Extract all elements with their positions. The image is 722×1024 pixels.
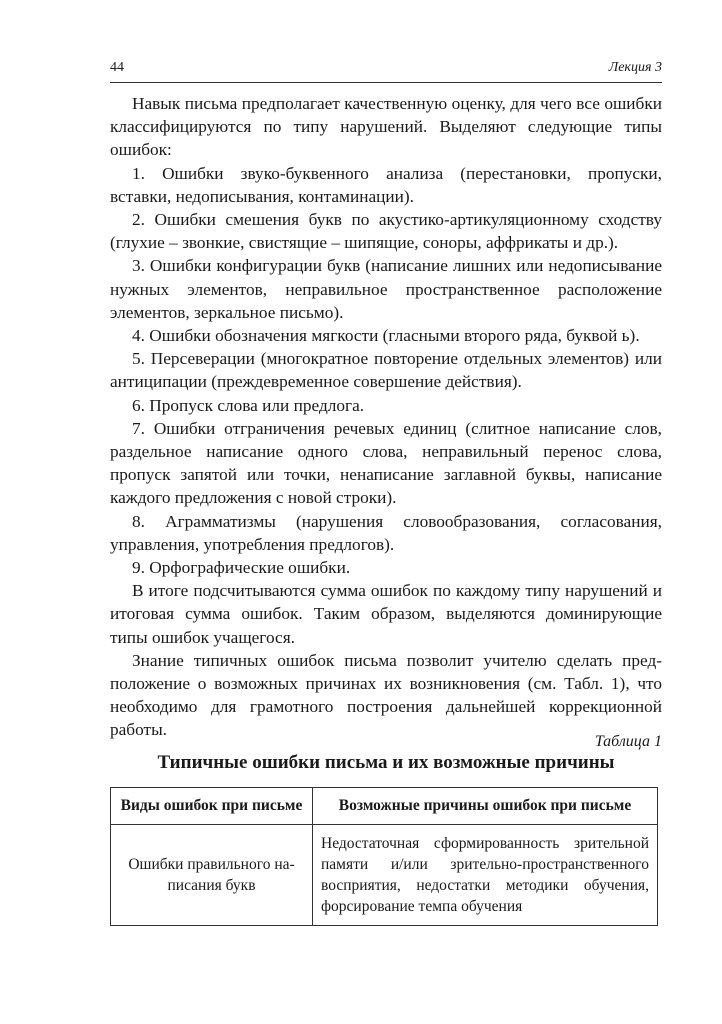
list-item: 3. Ошибки конфигурации букв (написание лишних или недописывание нужных элементов, неправильное пространственное расположение элементов, зеркальное письмо). [110, 256, 662, 322]
table-row [111, 825, 658, 926]
paragraph: Знание типичных ошибок письма позволит учителю сделать предположение о возможных причинах их возникновения (см. Табл. 1), что необходимо для грамотного построения дальнейшей коррекционной работы. [110, 650, 662, 740]
list-item: 9. Орфографические ошибки. [132, 558, 351, 578]
table-caption: Таблица 1 [594, 733, 662, 750]
table-cell-causes: Недостаточная сформированность зрительной памяти и/или зрительно-пространственного восприятия, недостатки методики обучения, форсирование темпа обучения [313, 825, 658, 926]
page-number: 44 [110, 60, 124, 75]
column-header-causes: Возможные причины ошибок при письме [313, 788, 658, 825]
column-header-error-types: Виды ошибок при письме [111, 788, 313, 825]
body-text [110, 92, 662, 742]
list-item: 4. Ошибки обозначения мягкости (гласными второго ряда, буквой ь). [132, 326, 640, 346]
table-cell-error-type: Ошибки правильного написания букв [111, 825, 313, 926]
list-item: 1. Ошибки звуко-буквенного анализа (перестановки, пропуски, вставки, недописывания, контаминации). [110, 163, 662, 206]
running-title: Лекция 3 [608, 60, 662, 75]
list-item: 6. Пропуск слова или предлога. [132, 395, 365, 415]
list-item: 8. Аграмматизмы (нарушения словообразования, согласования, управления, употребления предлогов). [110, 511, 662, 554]
list-item: 7. Ошибки отграничения речевых единиц (слитное написание слов, раздельное написание одного слова, неправильный перенос слова, пропуск запятой или точки, ненаписание заглавной буквы, написание каждого предложения с новой строки). [110, 418, 662, 508]
paragraph: Навык письма предполагает качественную оценку, для чего все ошибки классифицируются по типу нарушений. Выделяют следующие типы ошибок: [110, 94, 662, 160]
list-item: 2. Ошибки смешения букв по акустико-артикуляционному сходству (глухие – звонкие, свистящие – шипящие, соноры, аффрикаты и др.). [110, 210, 662, 253]
table-title: Типичные ошибки письма и их возможные причины [157, 752, 615, 773]
table-header-row [111, 788, 658, 825]
running-header [110, 60, 662, 83]
list-item: 5. Персеверации (многократное повторение отдельных элементов) или антиципации (преждевременное совершение действия). [110, 349, 662, 392]
errors-table [110, 787, 658, 926]
paragraph: В итоге подсчитываются сумма ошибок по каждому типу нарушений и итоговая сумма ошибок. Таким образом, выделяются доминирующие типы ошибок учащегося. [110, 581, 662, 647]
